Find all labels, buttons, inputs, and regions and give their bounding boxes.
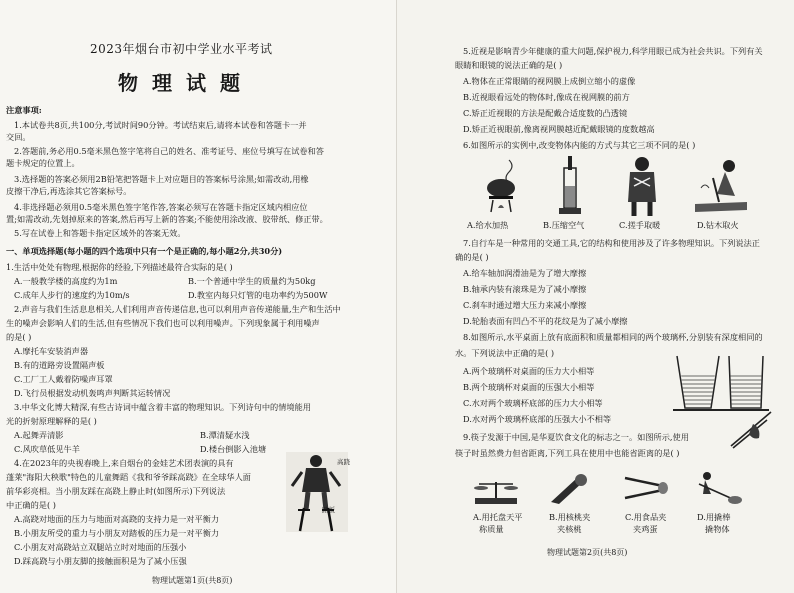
question-stem: 2.声音与我们生活息息相关,人们利用声音传递信息,也可以利用声音传递能量,生产和生活中 — [14, 304, 341, 314]
notice-line: 3.选择题的答案必须用2B铅笔把答题卡上对应题目的答案标号涂黑;如需改动,用橡 — [14, 174, 309, 184]
question-stem: 生的噪声会影响人们的生活,但有些情况下我们也可以利用噪声。下列现象属于利用噪声 — [6, 318, 320, 328]
option: B.小朋友所受的重力与小朋友对踏板的压力是一对平衡力 — [14, 528, 220, 538]
option: D.矫正近视眼前,像离视网膜越近配戴眼镜的度数越高 — [463, 124, 655, 134]
option: A.起舞弄清影 — [14, 430, 64, 440]
question-stem: 的是( ) — [6, 332, 32, 342]
figure-caption: C.搓手取暖 — [619, 220, 661, 230]
option: A.一般教学楼的高度约为1m — [14, 276, 118, 286]
figure-caption: A.给水加热 — [467, 220, 509, 230]
food-tongs-figure — [623, 472, 669, 506]
page-footer: 物理试题第1页(共8页) — [152, 576, 233, 585]
question-stem: 6.如图所示的实例中,改变物体内能的方式与其它三项不同的是( ) — [463, 140, 696, 150]
exam-title: 2023年烟台市初中学业水平考试 — [90, 42, 273, 56]
notice-line: 5.写在试卷上和答题卡指定区域外的答案无效。 — [14, 228, 186, 238]
notice-line: 置;如需改动,先划掉原来的答案,然后再写上新的答案;不能使用涂改液、胶带纸、修正带。 — [6, 214, 328, 224]
option: B.两个玻璃杯对桌面的压强大小相等 — [463, 382, 595, 392]
option: B.有的道路旁设置隔声板 — [14, 360, 105, 370]
question-stem: 3.中华文化博大精深,有些古诗词中蕴含着丰富的物理知识。下列诗句中的情境能用 — [14, 402, 311, 412]
question-stem: 确的是( ) — [455, 252, 489, 262]
question-stem: 蓬莱"海阳大秧歌"特色的儿童舞蹈《我和爷爷踩高跷》在全球华人面 — [6, 472, 251, 482]
notice-line: 皮擦干净后,再选涂其它答案标号。 — [6, 186, 132, 196]
option: D.水对两个玻璃杯底部的压强大小不相等 — [463, 414, 612, 424]
option: A.给车轴加润滑油是为了增大摩擦 — [463, 268, 587, 278]
option: C.矫正近视眼的方法是配戴合适度数的凸透镜 — [463, 108, 628, 118]
option: A.两个玻璃杯对桌面的压力大小相等 — [463, 366, 595, 376]
option: A.摩托车安装消声器 — [14, 346, 89, 356]
option: D.教室内每只灯管的电功率约为500W — [188, 290, 328, 300]
question-stem: 筷子时虽然费力但省距离,下列工具在使用中也能省距离的是( ) — [455, 448, 680, 458]
figure-caption: B.用核桃夹 — [549, 512, 591, 522]
compress-air-figure — [555, 156, 585, 216]
option: D.轮胎表面有凹凸不平的花纹是为了减小摩擦 — [463, 316, 628, 326]
question-stem: 中正确的是( ) — [6, 500, 56, 510]
notice-line: 2.答题前,务必用0.5毫米黑色签字笔将自己的姓名、准考证号、座位号填写在试卷和答 — [14, 146, 324, 156]
question-stem: 前华彩亮相。当小朋友踩在高跷上静止时(如图所示)下列说法 — [6, 486, 226, 496]
option: C.水对两个玻璃杯底部的压力大小相等 — [463, 398, 603, 408]
crowbar-figure — [695, 470, 743, 506]
figure-caption: D.钻木取火 — [697, 220, 739, 230]
option: D.飞行员根据发动机轰鸣声判断其运转情况 — [14, 388, 171, 398]
question-stem: 5.近视是影响青少年健康的重大问题,保护视力,科学用眼已成为社会共识。下列有关 — [463, 46, 763, 56]
notice-line: 1.本试卷共8页,共100分,考试时间90分钟。考试结束后,请将本试卷和答题卡一并 — [14, 120, 307, 130]
question-stem: 7.自行车是一种常用的交通工具,它的结构和使用涉及了许多物理知识。下列说法正 — [463, 238, 760, 248]
figure-label: 踏板 — [322, 506, 335, 514]
option: C.小朋友对高跷站立双腿站立时对地面的压强小 — [14, 542, 187, 552]
figure-label: 高跷 — [337, 458, 350, 466]
figure-caption: 称质量 — [479, 524, 504, 534]
question-stem: 1.生活中处处有物理,根据你的经验,下列描述最符合实际的是( ) — [6, 262, 233, 272]
page-2 — [397, 0, 794, 593]
page-footer: 物理试题第2页(共8页) — [547, 548, 628, 557]
option: B.潭清疑水浅 — [200, 430, 250, 440]
notice-line: 题卡规定的位置上。 — [6, 158, 80, 168]
option: C.风吹草低见牛羊 — [14, 444, 80, 454]
option: D.踩高跷与小朋友脚的接触面积是为了减小压强 — [14, 556, 187, 566]
question-stem: 眼睛和眼镜的说法正确的是( ) — [455, 60, 563, 70]
figure-caption: A.用托盘天平 — [473, 512, 523, 522]
question-stem: 4.在2023年的央视春晚上,来自烟台的金娃艺术团表演的具有 — [14, 458, 234, 468]
option: B.一个普通中学生的质量约为50kg — [188, 276, 316, 286]
option: C.成年人步行的速度约为10m/s — [14, 290, 130, 300]
figure-caption: D.用撬棒 — [697, 512, 731, 522]
chopsticks-figure — [727, 410, 773, 450]
option: B.轴承内装有滚珠是为了减小摩擦 — [463, 284, 587, 294]
figure-caption: C.用食品夹 — [625, 512, 667, 522]
question-stem: 水。下列说法中正确的是( ) — [455, 348, 555, 358]
question-stem: 光的折射原理解释的是( ) — [6, 416, 97, 426]
question-stem: 8.如图所示,水平桌面上放有底面积和质量都相同的两个玻璃杯,分别装有深度相同的 — [463, 332, 763, 342]
figure-caption: B.压缩空气 — [543, 220, 585, 230]
figure-caption: 撬物体 — [705, 524, 730, 534]
subject-title: 物理试题 — [118, 71, 254, 95]
option: C.工厂工人戴着防噪声耳罩 — [14, 374, 113, 384]
option: C.刹车时通过增大压力来减小摩擦 — [463, 300, 587, 310]
balance-figure — [471, 474, 521, 506]
notice-line: 4.非选择题必须用0.5毫米黑色签字笔作答,答案必须写在答题卡指定区域内相应位 — [14, 202, 308, 212]
rub-hands-figure — [622, 156, 662, 218]
option: D.楼台倒影入池塘 — [200, 444, 267, 454]
option: A.高跷对地面的压力与地面对高跷的支持力是一对平衡力 — [14, 514, 220, 524]
option: B.近视眼看远处的物体时,像成在视网膜的前方 — [463, 92, 630, 102]
section-heading: 一、单项选择题(每小题的四个选项中只有一个是正确的,每小题2分,共30分) — [6, 246, 283, 256]
option: A.物体在正常眼睛的视网膜上成倒立缩小的虚像 — [463, 76, 636, 86]
question-stem: 9.筷子发源于中国,是华夏饮食文化的标志之一。如图所示,使用 — [463, 432, 689, 442]
drill-wood-fire-figure — [695, 158, 751, 216]
figure-caption: 夹核桃 — [557, 524, 582, 534]
glass-cups-figure — [673, 350, 769, 416]
notice-line: 交回。 — [6, 132, 31, 142]
notice-heading: 注意事项: — [6, 105, 42, 115]
kettle-heating-figure — [479, 158, 527, 214]
figure-caption: 夹鸡蛋 — [633, 524, 658, 534]
nutcracker-figure — [547, 472, 593, 506]
